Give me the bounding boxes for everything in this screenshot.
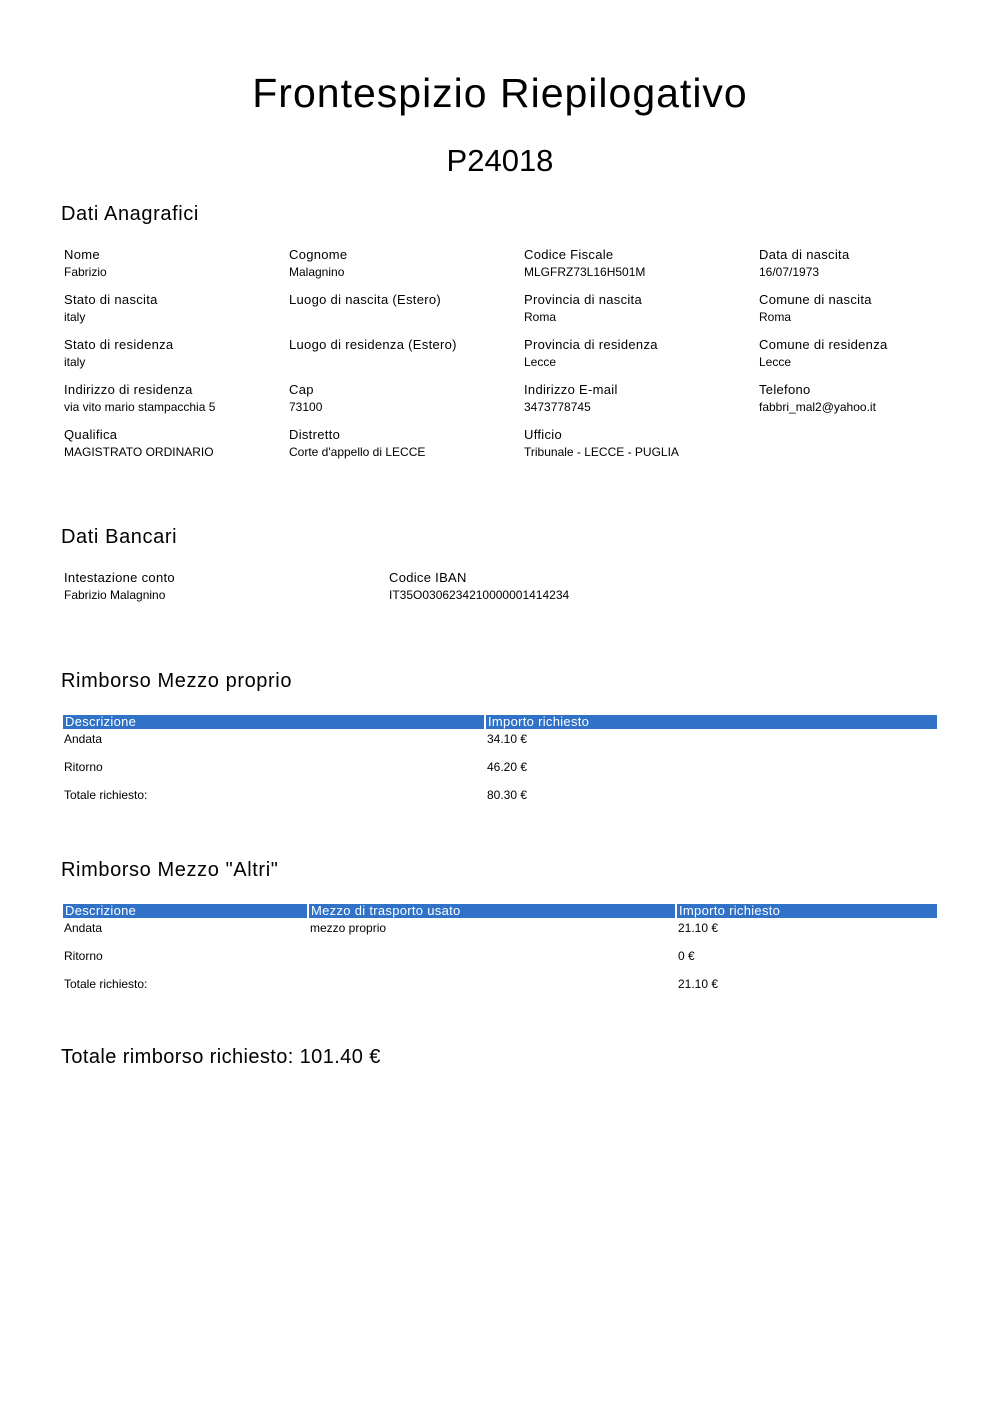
column-header: Descrizione bbox=[63, 715, 484, 729]
document-code: P24018 bbox=[446, 143, 554, 178]
table-cell: mezzo proprio bbox=[310, 921, 387, 935]
table-cell: Totale richiesto: bbox=[64, 788, 148, 802]
anagrafica-field-5-label: Luogo di nascita (Estero) bbox=[289, 292, 442, 307]
bancari-field-1-label: Codice IBAN bbox=[389, 570, 467, 585]
anagrafica-field-15-label: Telefono bbox=[759, 382, 811, 397]
table-cell: Ritorno bbox=[64, 760, 103, 774]
table-cell: Totale richiesto: bbox=[64, 977, 148, 991]
section-heading-bancari: Dati Bancari bbox=[61, 526, 178, 548]
anagrafica-field-13-value: 73100 bbox=[289, 400, 323, 414]
anagrafica-field-2-label: Codice Fiscale bbox=[524, 247, 614, 262]
anagrafica-field-1-value: Malagnino bbox=[289, 265, 345, 279]
anagrafica-field-12-value: via vito mario stampacchia 5 bbox=[64, 400, 216, 414]
anagrafica-field-13-label: Cap bbox=[289, 382, 314, 397]
anagrafica-field-4-value: italy bbox=[64, 310, 86, 324]
anagrafica-field-7-label: Comune di nascita bbox=[759, 292, 872, 307]
anagrafica-field-12-label: Indirizzo di residenza bbox=[64, 382, 193, 397]
anagrafica-field-7-value: Roma bbox=[759, 310, 792, 324]
section-heading-mezzo-altri: Rimborso Mezzo "Altri" bbox=[61, 859, 279, 881]
table-cell: 21.10 € bbox=[678, 977, 719, 991]
column-header: Descrizione bbox=[63, 904, 307, 918]
anagrafica-field-16-value: MAGISTRATO ORDINARIO bbox=[64, 445, 214, 459]
table-cell: Andata bbox=[64, 921, 103, 935]
anagrafica-field-6-label: Provincia di nascita bbox=[524, 292, 642, 307]
anagrafica-field-8-label: Stato di residenza bbox=[64, 337, 174, 352]
table-cell: 34.10 € bbox=[487, 732, 528, 746]
anagrafica-field-11-value: Lecce bbox=[759, 355, 792, 369]
column-header: Importo richiesto bbox=[486, 715, 937, 729]
table-cell: 21.10 € bbox=[678, 921, 719, 935]
anagrafica-field-4-label: Stato di nascita bbox=[64, 292, 158, 307]
table-cell: 80.30 € bbox=[487, 788, 528, 802]
anagrafica-field-15-value: fabbri_mal2@yahoo.it bbox=[759, 400, 876, 414]
bancari-field-0-value: Fabrizio Malagnino bbox=[64, 588, 166, 602]
anagrafica-field-2-value: MLGFRZ73L16H501M bbox=[524, 265, 646, 279]
document-title: Frontespizio Riepilogativo bbox=[252, 70, 748, 116]
anagrafica-field-10-value: Lecce bbox=[524, 355, 557, 369]
anagrafica-field-0-value: Fabrizio bbox=[64, 265, 107, 279]
bancari-field-1-value: IT35O0306234210000001414234 bbox=[389, 588, 570, 602]
anagrafica-field-9-label: Luogo di residenza (Estero) bbox=[289, 337, 457, 352]
column-header: Mezzo di trasporto usato bbox=[309, 904, 675, 918]
section-heading-anagrafica: Dati Anagrafici bbox=[61, 203, 199, 225]
table-cell: Ritorno bbox=[64, 949, 103, 963]
bancari-field-0-label: Intestazione conto bbox=[64, 570, 175, 585]
anagrafica-field-17-label: Distretto bbox=[289, 427, 341, 442]
anagrafica-field-18-label: Ufficio bbox=[524, 427, 562, 442]
totale-rimborso: Totale rimborso richiesto: 101.40 € bbox=[61, 1046, 381, 1068]
anagrafica-field-14-value: 3473778745 bbox=[524, 400, 591, 414]
table-cell: Andata bbox=[64, 732, 103, 746]
anagrafica-field-1-label: Cognome bbox=[289, 247, 348, 262]
anagrafica-field-11-label: Comune di residenza bbox=[759, 337, 888, 352]
anagrafica-field-14-label: Indirizzo E-mail bbox=[524, 382, 618, 397]
anagrafica-field-3-label: Data di nascita bbox=[759, 247, 850, 262]
table-cell: 0 € bbox=[678, 949, 695, 963]
anagrafica-field-0-label: Nome bbox=[64, 247, 100, 262]
anagrafica-field-18-value: Tribunale - LECCE - PUGLIA bbox=[524, 445, 679, 459]
anagrafica-field-6-value: Roma bbox=[524, 310, 557, 324]
anagrafica-field-3-value: 16/07/1973 bbox=[759, 265, 820, 279]
section-heading-mezzo-proprio: Rimborso Mezzo proprio bbox=[61, 670, 293, 692]
anagrafica-field-16-label: Qualifica bbox=[64, 427, 118, 442]
anagrafica-field-8-value: italy bbox=[64, 355, 86, 369]
anagrafica-field-17-value: Corte d'appello di LECCE bbox=[289, 445, 426, 459]
anagrafica-field-10-label: Provincia di residenza bbox=[524, 337, 658, 352]
table-cell: 46.20 € bbox=[487, 760, 528, 774]
column-header: Importo richiesto bbox=[677, 904, 937, 918]
